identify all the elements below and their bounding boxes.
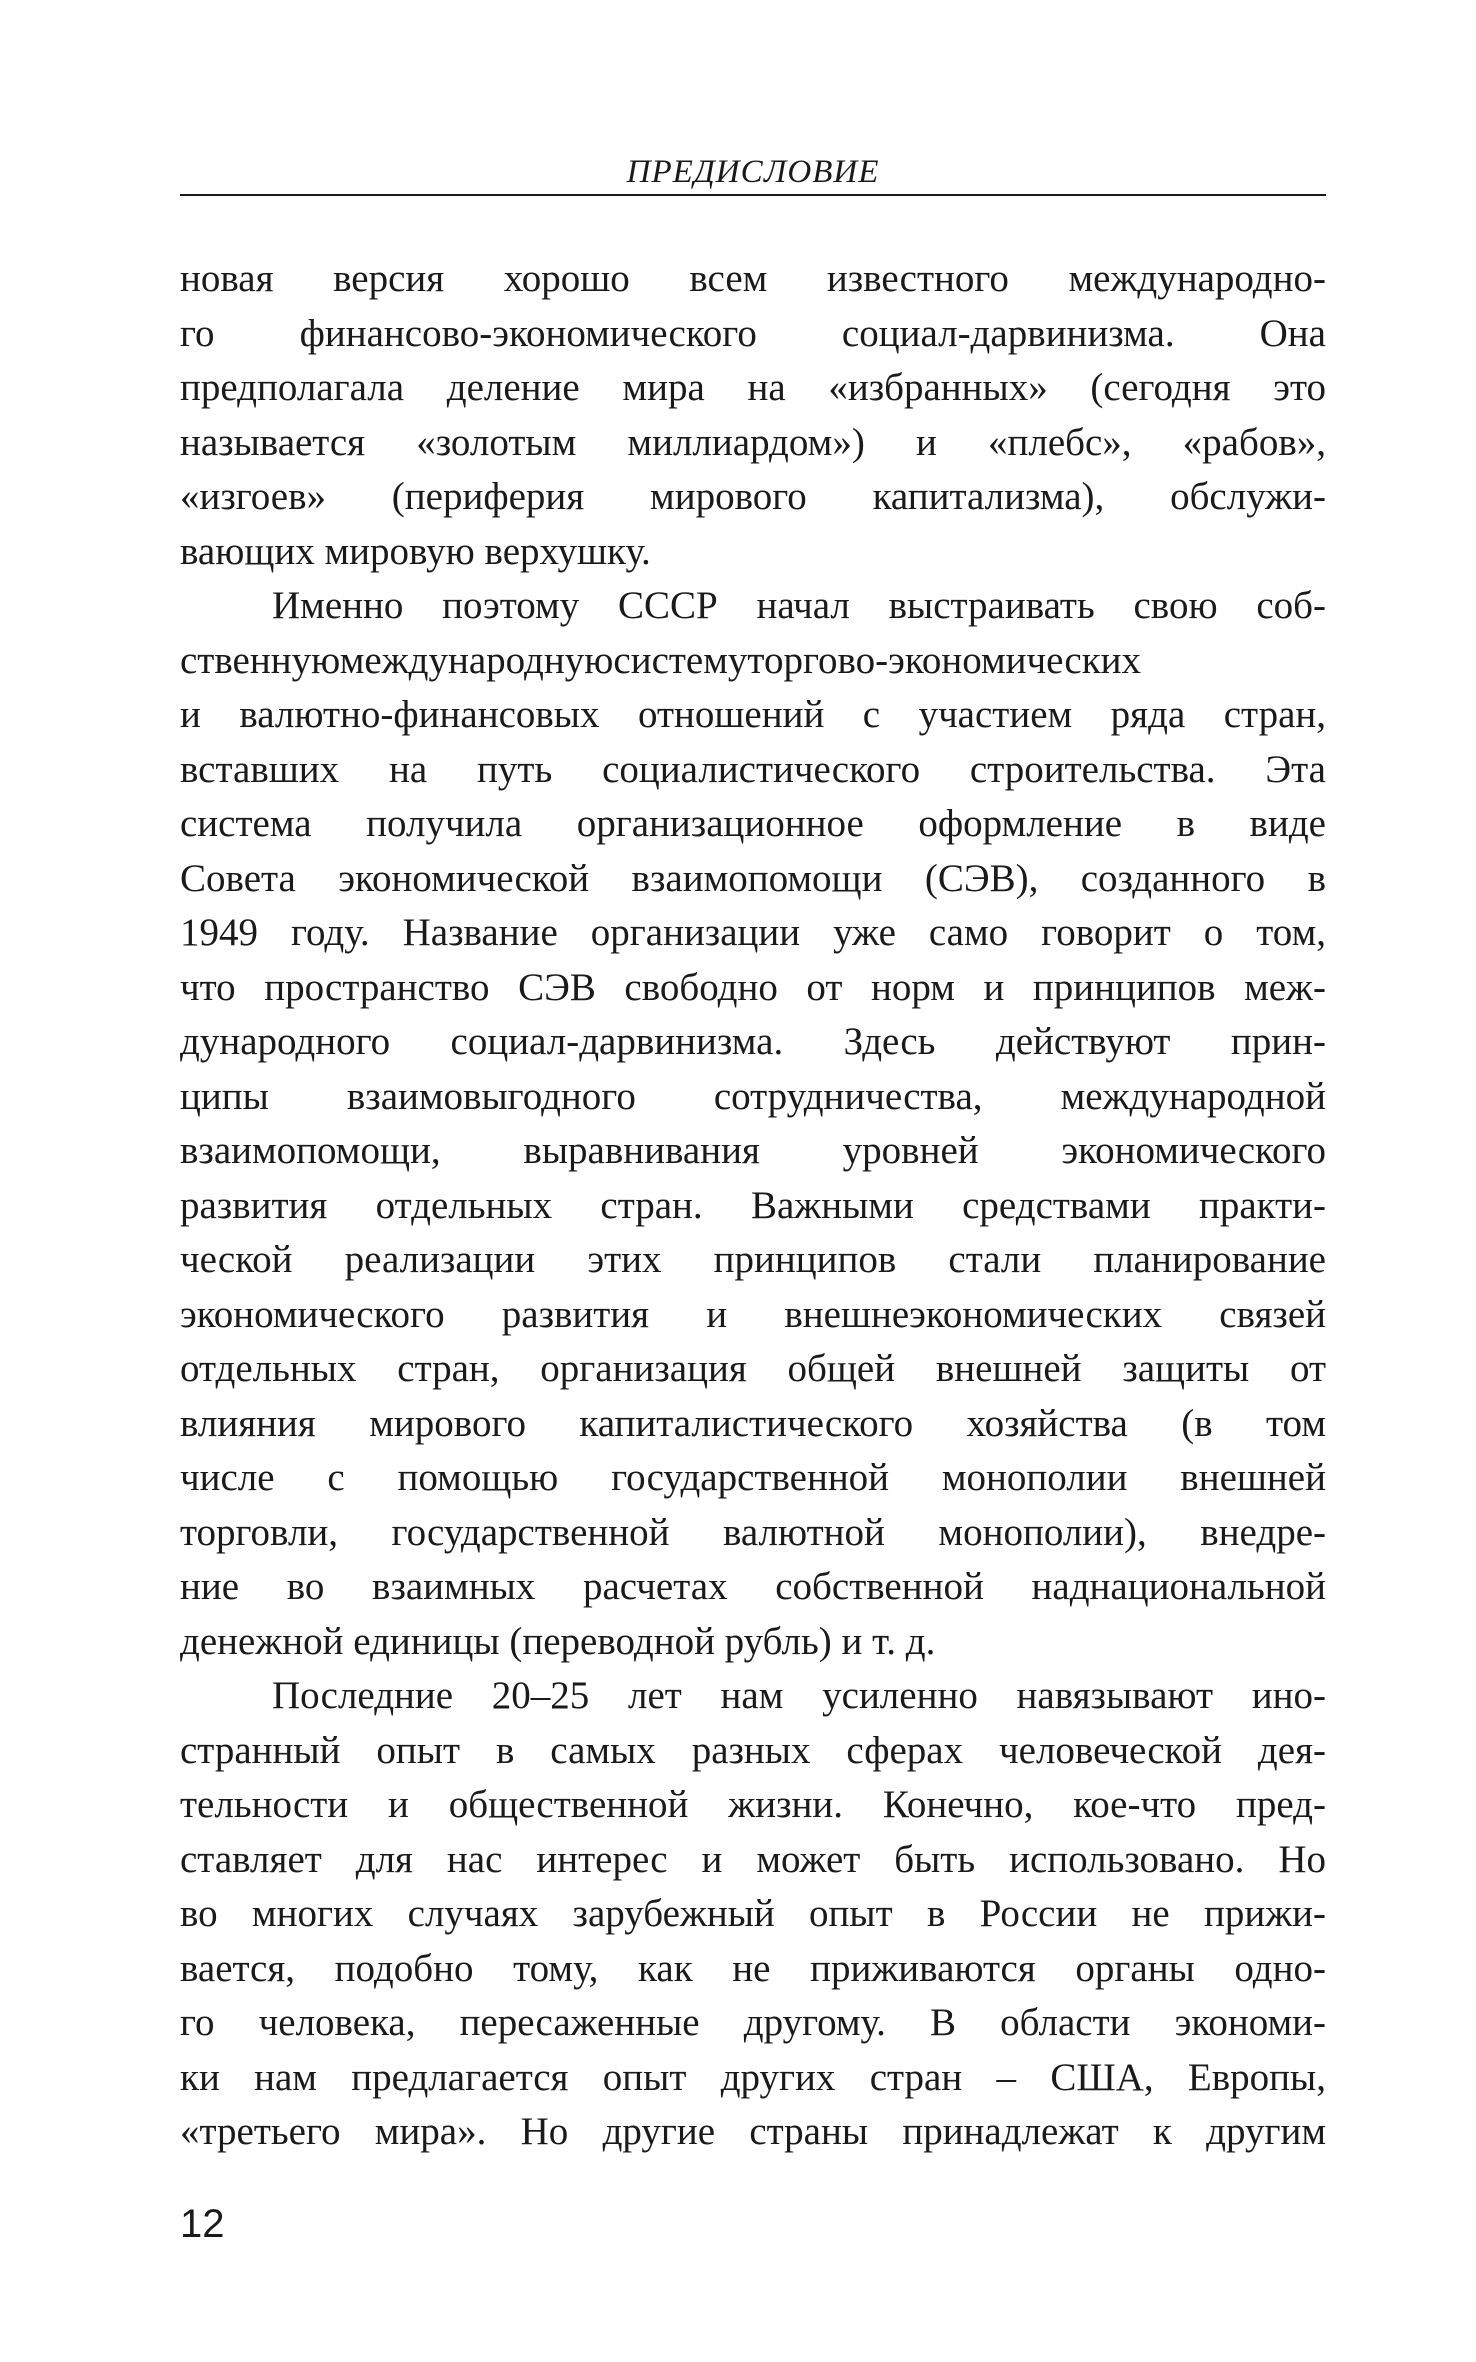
text-line: ки нам предлагается опыт других стран – США, Европы, <box>180 2055 1326 2099</box>
body-text <box>180 252 1326 2160</box>
text-line: экономического развития и внешнеэкономических связей <box>180 1292 1326 1336</box>
text-line: Совета экономической взаимопомощи (СЭВ), созданного в <box>180 856 1326 900</box>
text-line: го человека, пересаженные другому. В области экономи- <box>180 2001 1326 2044</box>
text-line: Последние 20–25 лет нам усиленно навязывают ино- <box>272 1674 1326 1717</box>
text-line: вающих мировую верхушку. <box>180 529 651 573</box>
text-line: система получила организационное оформление в виде <box>180 802 1326 845</box>
text-line: во многих случаях зарубежный опыт в России не прижи- <box>180 1892 1326 1935</box>
header-rule <box>180 194 1326 196</box>
text-line: «третьего мира». Но другие страны принадлежат к другим <box>180 2110 1326 2153</box>
text-line: торговли, государственной валютной монополии), внедре- <box>180 1510 1326 1554</box>
text-line: дународного социал-дарвинизма. Здесь действуют прин- <box>180 1020 1326 1063</box>
text-line: предполагала деление мира на «избранных» (сегодня это <box>180 366 1326 409</box>
text-line: числе с помощью государственной монополии внешней <box>180 1456 1326 1499</box>
text-line: ственнуюмеждународнуюсистемуторгово-экономических <box>180 638 1142 682</box>
text-line: новая версия хорошо всем известного международно- <box>180 257 1326 300</box>
text-line: ципы взаимовыгодного сотрудничества, международной <box>180 1074 1326 1118</box>
running-head: ПРЕДИСЛОВИЕ <box>626 154 880 190</box>
text-line: ставляет для нас интерес и может быть использовано. Но <box>180 1837 1326 1881</box>
text-line: отдельных стран, организация общей внешней защиты от <box>180 1347 1326 1390</box>
text-line: ческой реализации этих принципов стали планирование <box>180 1238 1326 1281</box>
text-line: что пространство СЭВ свободно от норм и принципов меж- <box>180 965 1326 1009</box>
text-line: «изгоев» (периферия мирового капитализма), обслужи- <box>180 475 1326 518</box>
text-line: тельности и общественной жизни. Конечно, кое-что пред- <box>180 1783 1326 1826</box>
text-line: и валютно-финансовых отношений с участием ряда стран, <box>180 693 1326 736</box>
text-line: го финансово-экономического социал-дарвинизма. Она <box>180 311 1326 355</box>
text-line: влияния мирового капиталистического хозяйства (в том <box>180 1401 1326 1445</box>
text-line: Именно поэтому СССР начал выстраивать свою соб- <box>272 584 1326 627</box>
text-line: 1949 году. Название организации уже само говорит о том, <box>180 911 1326 954</box>
text-line: странный опыт в самых разных сферах человеческой дея- <box>180 1728 1326 1772</box>
page-number: 12 <box>180 2202 225 2246</box>
text-line: называется «золотым миллиардом») и «плебс», «рабов», <box>180 420 1326 464</box>
text-line: взаимопомощи, выравнивания уровней экономического <box>180 1129 1326 1172</box>
text-line: развития отдельных стран. Важными средствами практи- <box>180 1183 1326 1227</box>
text-line: вается, подобно тому, как не приживаются органы одно- <box>180 1946 1326 1990</box>
text-line: ние во взаимных расчетах собственной наднациональной <box>180 1565 1326 1608</box>
text-line: денежной единицы (переводной рубль) и т. д. <box>180 1619 936 1663</box>
text-line: вставших на путь социалистического строительства. Эта <box>180 747 1326 791</box>
